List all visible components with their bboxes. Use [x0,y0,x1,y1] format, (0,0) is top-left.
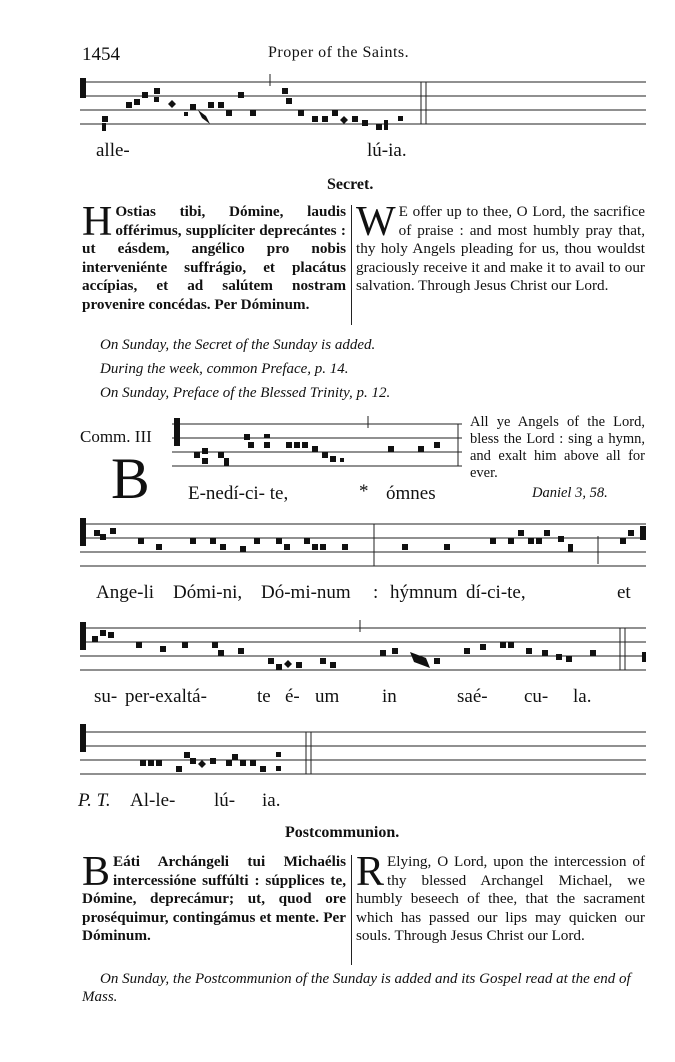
syllable: alle- [96,140,130,161]
syllable: te [257,686,271,707]
rubric: During the week, common Preface, p. 14. [100,361,349,377]
communion-translation: All ye Angels of the Lord, bless the Lord : sing a hymn, and exalt him above all for ever. [470,414,645,481]
paschal-time-label: P. T. [78,790,111,811]
column-divider [351,205,352,325]
secret-english [356,199,645,296]
syllable: cu- [524,686,549,707]
syllable: E-nedí-ci- te, [188,483,289,504]
music-staff-1 [80,72,646,134]
secret-latin-text: Ostias tibi, Dómine, laudis offérimus, supplíciter deprecántes : ut eásdem, angélico pro nobis interveniénte suffrágio, et placátus accípias, et ad salútem nostram provenire concédas. Per Dóminum. [82,203,346,313]
syllable: Ange-li [96,582,155,603]
drop-capital: R [356,849,385,895]
syllable: la. [573,686,592,707]
syllable: per-exaltá- [125,686,207,707]
drop-capital: B [82,849,111,895]
syllable: hýmnum [390,582,458,603]
postcommunion-latin [82,849,346,946]
music-staff-3 [80,516,646,574]
secret-latin [82,199,346,315]
drop-capital: W [356,199,396,245]
section-heading-postcommunion: Postcommunion. [285,824,400,841]
postcommunion-latin-text: Eáti Archángeli tui Michaélis intercessióne suffúlti : súpplices te, Dómine, deprecámur; ut, quod ore proséquimur, contingámus et mente. Per Dóminum. [82,853,346,945]
rubric: On Sunday, the Secret of the Sunday is added. [100,337,376,353]
postcommunion-english-text: Elying, O Lord, upon the intercession of thy blessed Archangel Michael, we humbly beseech of thee, that the sacrament which has passed our lips may quicken our souls. Through Jesus Christ our Lord. [356,853,645,945]
section-heading-secret: Secret. [327,176,374,193]
syllable: et [617,582,631,603]
syllable: dí-ci-te, [466,582,526,603]
music-staff-5 [80,722,646,782]
column-divider [351,855,352,965]
drop-capital: H [82,199,113,245]
syllable: ómnes [386,483,436,504]
syllable: su- [94,686,118,707]
syllable: lú- [214,790,236,811]
rubric: On Sunday, Preface of the Blessed Trinity, p. 12. [100,385,391,401]
rubric-final: On Sunday, the Postcommunion of the Sunday is added and its Gospel read at the end of Mass. [82,971,631,1005]
scripture-reference: Daniel 3, 58. [532,485,608,501]
syllable: Dómi-ni, [173,582,243,603]
syllable: * [359,481,369,502]
syllable: lú-ia. [367,140,407,161]
syllable: Dó-mi-num [261,582,351,603]
music-staff-2 [172,412,462,472]
syllable: um [315,686,340,707]
syllable: Al-le- [130,790,176,811]
postcommunion-english [356,849,645,946]
syllable: in [382,686,397,707]
communion-label: Comm. III [80,427,152,446]
syllable: saé- [457,686,488,707]
syllable: ia. [262,790,281,811]
running-title: Proper of the Saints. [268,44,410,61]
syllable: é- [285,686,300,707]
syllable: : [373,582,379,603]
page-number: 1454 [82,44,120,65]
initial-capital: B [111,446,150,511]
music-staff-4 [80,618,646,680]
secret-english-text: E offer up to thee, O Lord, the sacrifice of praise : and most humbly pray that, thy holy Angels pleading for us, thou wouldst graciously receive it and make it to avail to our salvation. Through Jesus Christ our Lord. [356,203,645,295]
